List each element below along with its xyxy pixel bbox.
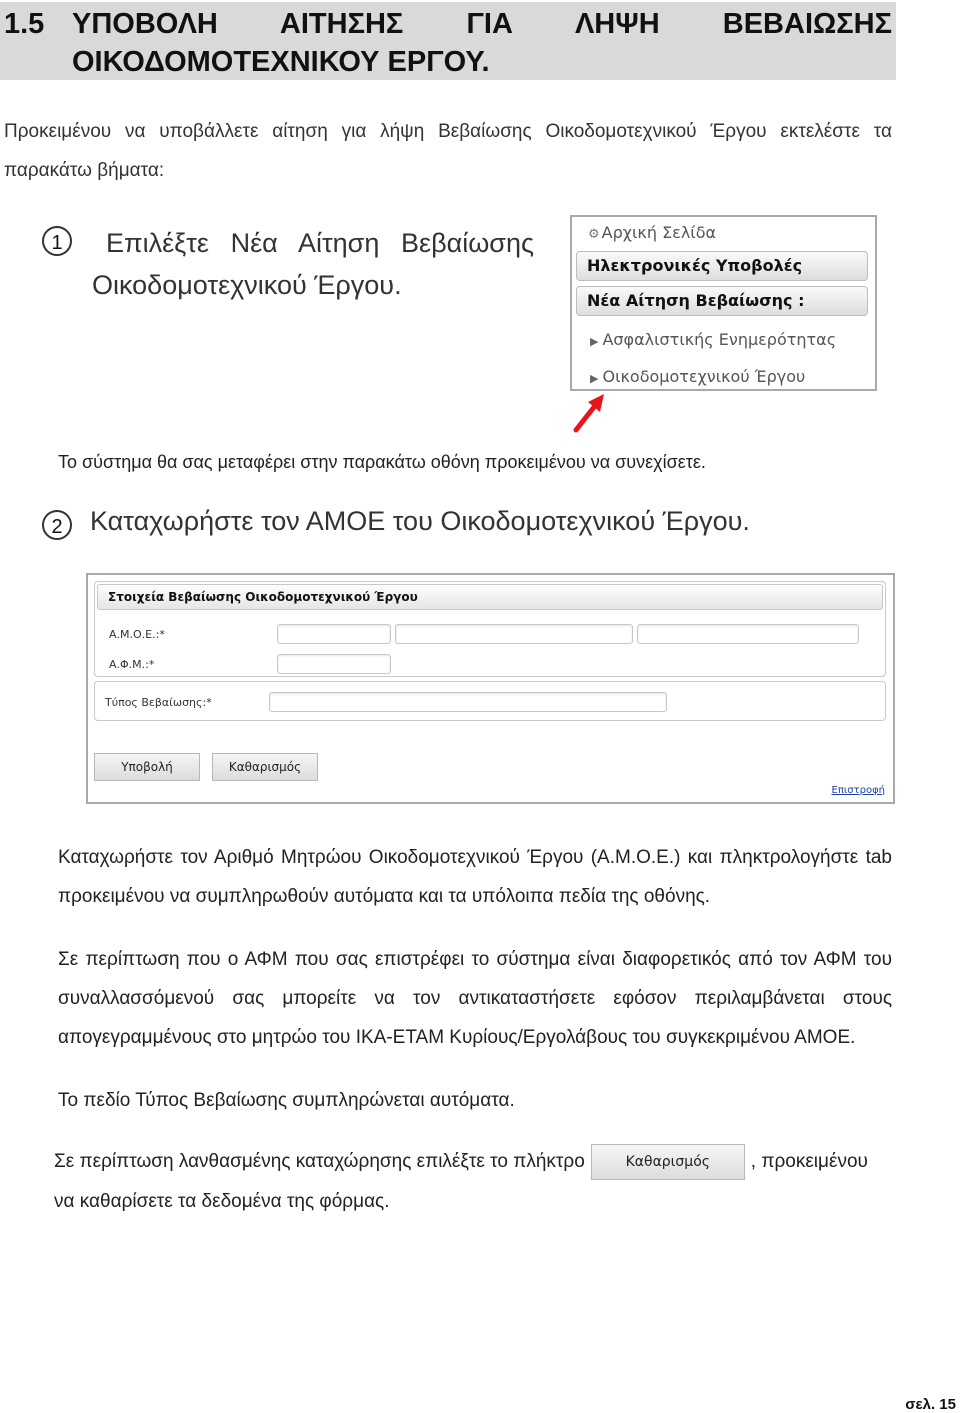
menu-submissions-button[interactable]: Ηλεκτρονικές Υποβολές [576, 251, 868, 281]
menu-new-request-button[interactable]: Νέα Αίτηση Βεβαίωσης : [576, 286, 868, 316]
menu-home-link[interactable] [588, 223, 716, 242]
section-title-line2: ΟΙΚΟΔΟΜΟΤΕΧΝΙΚΟΥ ΕΡΓΟΥ. [72, 46, 490, 78]
section-heading [0, 2, 896, 80]
inline-clear-button[interactable]: Καθαρισμός [591, 1144, 745, 1180]
form-panel-type [94, 681, 886, 721]
step-1-line1: Επιλέξτε Νέα Αίτηση Βεβαίωσης [106, 228, 534, 258]
paragraph-clear [54, 1142, 892, 1222]
step-2-marker: 2 [42, 510, 72, 540]
afm-label: Α.Φ.Μ.:* [109, 658, 155, 671]
back-link[interactable]: Επιστροφή [831, 785, 885, 796]
menu-item-insurance-label: Ασφαλιστικής Ενημερότητας [602, 330, 837, 349]
menu-item-insurance[interactable] [590, 330, 836, 349]
amoe-input-3[interactable] [637, 624, 859, 644]
menu-item-construction[interactable] [590, 367, 805, 386]
gear-icon: ⚙ [588, 227, 600, 242]
amoe-input-1[interactable] [277, 624, 391, 644]
menu-home-label: Αρχική Σελίδα [601, 223, 717, 242]
form-screenshot [86, 573, 895, 804]
clear-button[interactable]: Καθαρισμός [212, 753, 318, 781]
submit-button[interactable]: Υποβολή [94, 753, 200, 781]
page-number: σελ. 15 [905, 1396, 956, 1413]
note-transfer: Το σύστημα θα σας μεταφέρει στην παρακάτω οθόνη προκειμένου να συνεχίσετε. [58, 452, 706, 472]
paragraph-afm-replace: Σε περίπτωση που ο ΑΦΜ που σας επιστρέφει το σύστημα είναι διαφορετικός από τον ΑΦΜ του συναλλασσόμενού σας μπορείτε να τον αντικαταστήσετε εφόσον περιλαμβάνεται στους απογεγραμμένους στο μητρώο του ΙΚΑ-ΕΤΑΜ Κυρίους/Εργολάβους του συγκεκριμένου ΑΜΟΕ. [58, 949, 892, 1048]
paragraph-amoe-entry: Καταχωρήστε τον Αριθμό Μητρώου Οικοδομοτεχνικού Έργου (Α.Μ.Ο.Ε.) και πληκτρολογήστε tab προκειμένου να συμπληρωθούν αυτόματα και τα υπόλοιπα πεδία της οθόνης. [58, 847, 892, 907]
afm-input[interactable] [277, 654, 391, 674]
step-2-text: Καταχωρήστε τον ΑΜΟΕ του Οικοδομοτεχνικού Έργου. [90, 506, 750, 536]
type-label: Τύπος Βεβαίωσης:* [105, 696, 212, 709]
step-1-line2: Οικοδομοτεχνικού Έργου. [92, 270, 402, 300]
menu-screenshot [570, 215, 877, 391]
triangle-right-icon: ▶ [590, 335, 599, 348]
red-arrow-icon [568, 392, 608, 436]
step-1-marker: 1 [42, 226, 72, 256]
amoe-input-2[interactable] [395, 624, 633, 644]
form-panel-details [94, 581, 886, 677]
paragraph-clear-after: , προκειμένου να καθαρίσετε τα δεδομένα της φόρμας. [54, 1151, 868, 1212]
type-input[interactable] [269, 692, 667, 712]
intro-paragraph: Προκειμένου να υποβάλλετε αίτηση για λήψη Βεβαίωσης Οικοδομοτεχνικού Έργου εκτελέστε τα παρακάτω βήματα: [4, 121, 892, 181]
step-1-text [92, 222, 534, 306]
form-panel-header: Στοιχεία Βεβαίωσης Οικοδομοτεχνικού Έργου [97, 584, 883, 610]
amoe-label: Α.Μ.Ο.Ε.:* [109, 628, 165, 641]
section-number: 1.5 [4, 8, 45, 40]
paragraph-clear-before: Σε περίπτωση λανθασμένης καταχώρησης επιλέξτε το πλήκτρο [54, 1151, 585, 1172]
triangle-right-icon: ▶ [590, 372, 599, 385]
section-title-line1: ΥΠΟΒΟΛΗ ΑΙΤΗΣΗΣ ΓΙΑ ΛΗΨΗ ΒΕΒΑΙΩΣΗΣ [72, 8, 892, 40]
menu-item-construction-label: Οικοδομοτεχνικού Έργου [602, 367, 806, 386]
paragraph-type-auto: Το πεδίο Τύπος Βεβαίωσης συμπληρώνεται αυτόματα. [58, 1090, 515, 1111]
